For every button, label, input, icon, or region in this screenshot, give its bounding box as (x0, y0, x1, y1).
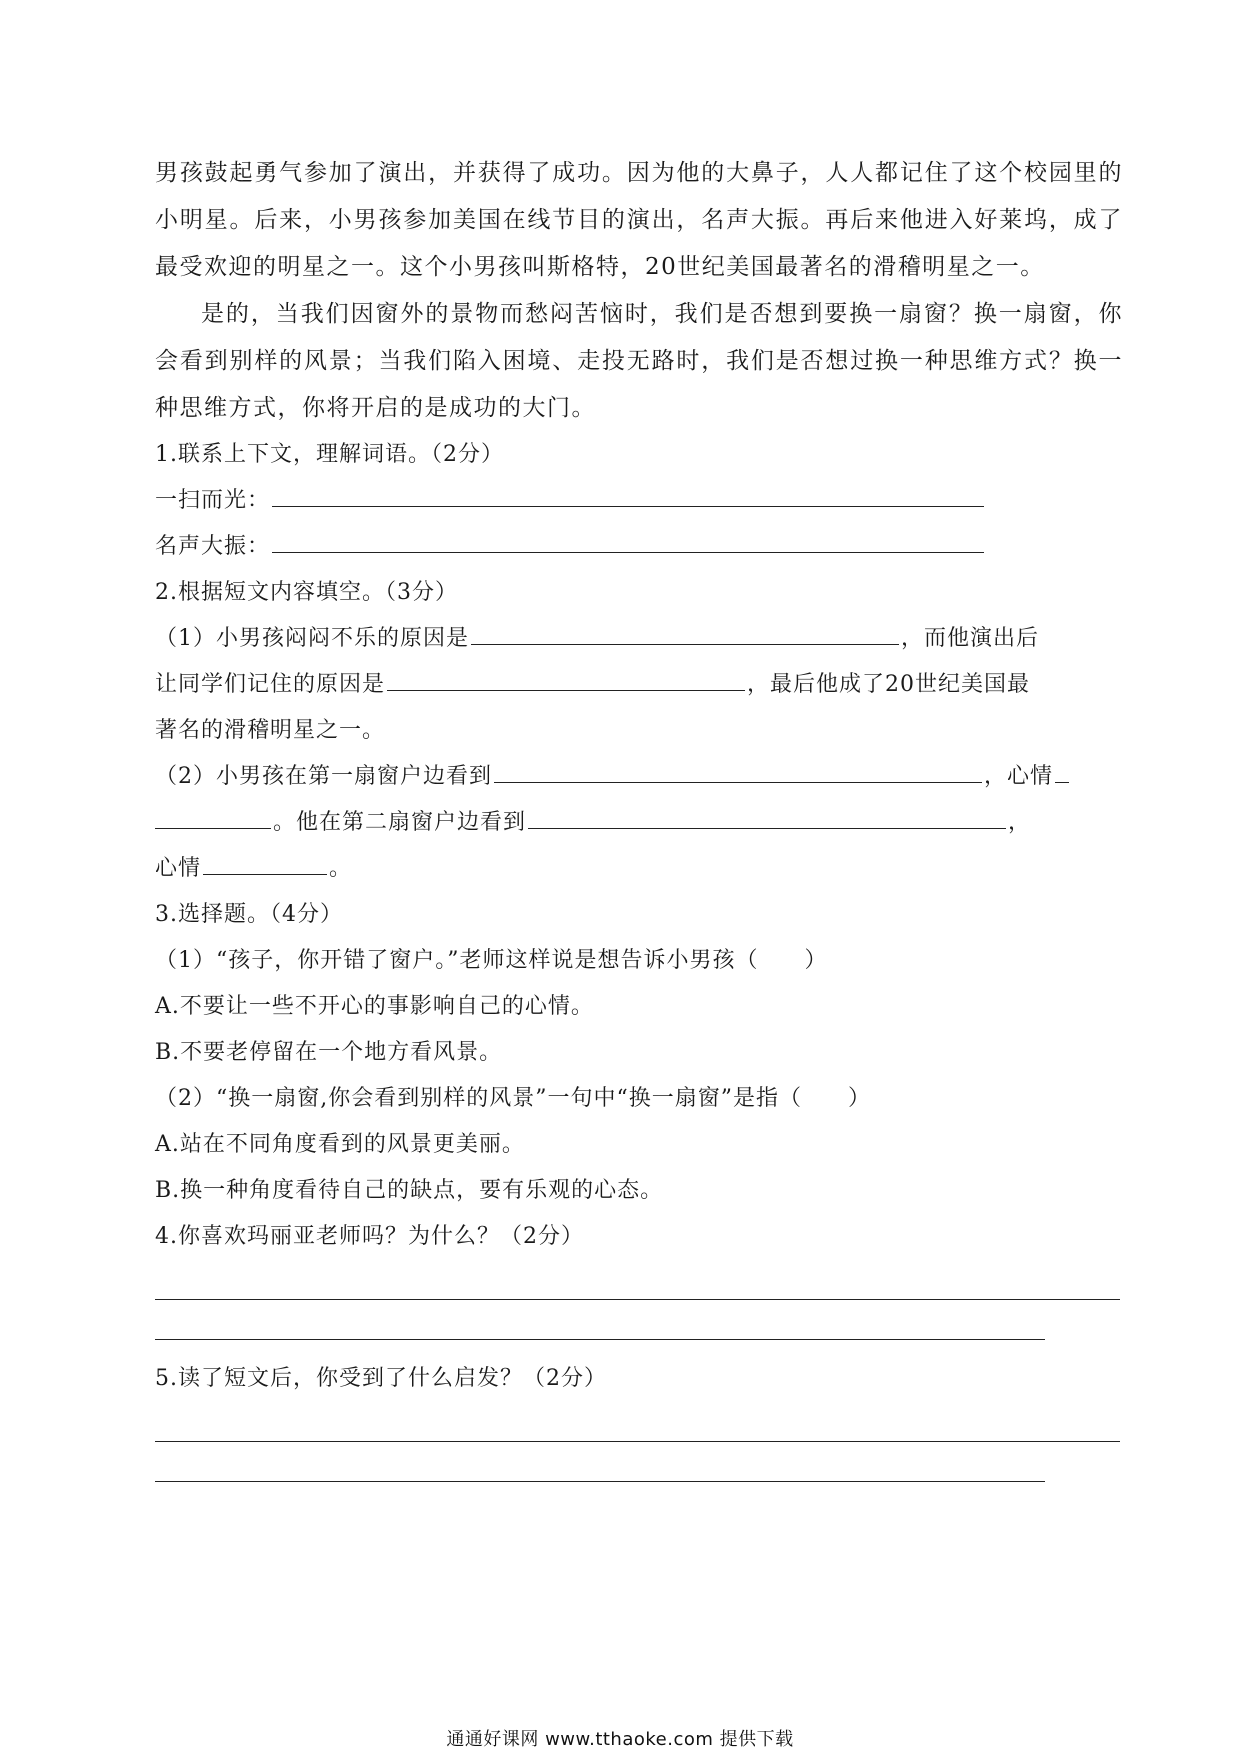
q2-sub-2-text-d: ， (1008, 810, 1032, 835)
q2-sub-1-text-d: ，最后他成了20世纪美国最 (747, 672, 1031, 697)
question-3-sub-1: （1）“孩子，你开错了窗户。”老师这样说是想告诉小男孩（ ） (155, 948, 828, 973)
q2-sub-1-text-b: ，而他演出后 (901, 626, 1040, 651)
question-3-sub-1-option-b[interactable]: B.不要老停留在一个地方看风景。 (155, 1040, 503, 1065)
q2-sub-2-text-c: 。他在第二扇窗户边看到 (273, 810, 527, 835)
question-3-title: 3.选择题。（4分） (155, 902, 343, 927)
question-5-answer-line-1[interactable] (155, 1440, 1120, 1442)
q2-sub-2-blank-3[interactable] (528, 828, 1006, 829)
passage-paragraph-1: 男孩鼓起勇气参加了演出，并获得了成功。因为他的大鼻子，人人都记住了这个校园里的小明星。后来，小男孩参加美国在线节目的演出，名声大振。再后来他进入好莱坞，成了最受欢迎的明星之一。这个小男孩叫斯格特，20世纪美国最著名的滑稽明星之一。 (155, 160, 1123, 280)
question-3-sub-2-option-a[interactable]: A.站在不同角度看到的风景更美丽。 (155, 1132, 525, 1157)
q2-sub-2-blank-4[interactable] (203, 874, 327, 875)
question-3-sub-1-option-a[interactable]: A.不要让一些不开心的事影响自己的心情。 (155, 994, 594, 1019)
question-1 (155, 432, 1123, 570)
q2-sub-2-text-f: 。 (329, 856, 353, 881)
question-3-sub-2: （2）“换一扇窗,你会看到别样的风景”一句中“换一扇窗”是指（ ） (155, 1086, 871, 1111)
question-4-title: 4.你喜欢玛丽亚老师吗？为什么？（2分） (155, 1224, 584, 1249)
question-1-term-2-row (155, 524, 1123, 570)
term-1-answer-blank[interactable] (272, 506, 984, 507)
q2-sub-2-blank-2b[interactable] (155, 828, 271, 829)
question-1-title: 1.联系上下文，理解词语。（2分） (155, 442, 504, 467)
passage-paragraph-2: 是的，当我们因窗外的景物而愁闷苦恼时，我们是否想到要换一扇窗？换一扇窗，你会看到别样的风景；当我们陷入困境、走投无路时，我们是否想过换一种思维方式？换一种思维方式，你将开启的是成功的大门。 (155, 301, 1123, 421)
q2-sub-2-text-b: ，心情 (984, 764, 1054, 789)
question-3-sub-2-option-b[interactable]: B.换一种角度看待自己的缺点，要有乐观的心态。 (155, 1178, 664, 1203)
q2-sub-1-text-c: 让同学们记住的原因是 (155, 672, 386, 697)
q2-sub-2-text-a: （2）小男孩在第一扇窗户边看到 (155, 764, 492, 789)
q2-sub-2-blank-2a[interactable] (1055, 782, 1069, 783)
question-2 (155, 570, 1123, 892)
q2-sub-2-text-e: 心情 (155, 856, 202, 881)
footer-credit: 通通好课网 www.tthaoke.com 提供下载 (446, 1729, 794, 1750)
question-2-title: 2.根据短文内容填空。（3分） (155, 580, 458, 605)
worksheet-page (155, 150, 1123, 1482)
question-1-term-1-row (155, 478, 1123, 524)
question-4-answer-line-2[interactable] (155, 1338, 1045, 1340)
question-2-sub-1-line-3: 著名的滑稽明星之一。 (155, 718, 386, 743)
question-5-title: 5.读了短文后，你受到了什么启发？（2分） (155, 1366, 607, 1391)
q2-sub-1-blank-1[interactable] (471, 644, 899, 645)
term-1-label: 一扫而光： (155, 488, 271, 513)
question-4-answer-line-1[interactable] (155, 1298, 1120, 1300)
q2-sub-1-text-a: （1）小男孩闷闷不乐的原因是 (155, 626, 469, 651)
q2-sub-2-blank-1[interactable] (494, 782, 982, 783)
question-5 (155, 1356, 1123, 1482)
term-2-answer-blank[interactable] (272, 552, 984, 553)
question-2-sub-2-line-3 (155, 846, 1123, 892)
question-2-sub-2-line-2 (155, 800, 1123, 846)
question-3 (155, 892, 1123, 1214)
q2-sub-1-blank-2[interactable] (387, 690, 745, 691)
term-2-label: 名声大振： (155, 534, 271, 559)
question-2-sub-1-line-1 (155, 616, 1123, 662)
question-2-sub-2-line-1 (155, 754, 1123, 800)
question-5-answer-line-2[interactable] (155, 1480, 1045, 1482)
question-2-sub-1-line-2 (155, 662, 1123, 708)
question-4 (155, 1214, 1123, 1340)
